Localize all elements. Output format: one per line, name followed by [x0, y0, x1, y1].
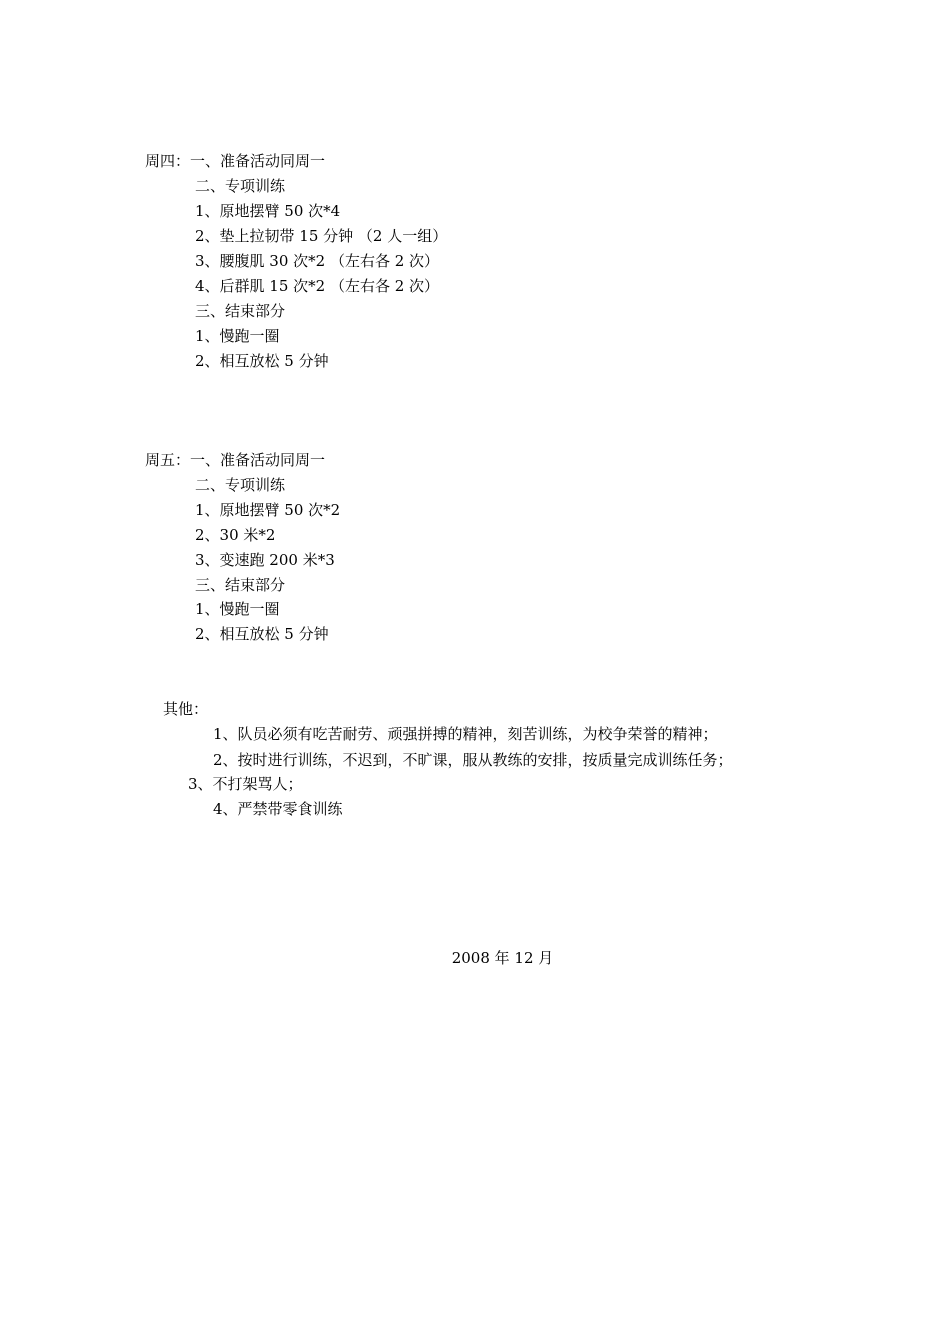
other-item-3: 3、不打架骂人； — [188, 775, 303, 793]
thursday-section-3: 三、结束部分 — [195, 302, 286, 320]
thursday-item-2: 2、垫上拉韧带 15 分钟 （2 人一组） — [195, 227, 448, 245]
other-item-1: 1、队员必须有吃苦耐劳、顽强拼搏的精神，刻苦训练，为校争荣誉的精神； — [213, 725, 718, 743]
friday-item-3: 3、变速跑 200 米*3 — [195, 551, 335, 569]
other-item-4: 4、严禁带零食训练 — [213, 800, 343, 818]
friday-section-2: 二、专项训练 — [195, 476, 286, 494]
friday-item-1: 1、原地摆臂 50 次*2 — [195, 501, 341, 519]
other-title: 其他： — [163, 700, 209, 718]
thursday-item-1: 1、原地摆臂 50 次*4 — [195, 202, 341, 220]
friday-heading: 周五：一、准备活动同周一 — [145, 451, 326, 469]
friday-end-item-1: 1、慢跑一圈 — [195, 600, 280, 618]
thursday-heading: 周四：一、准备活动同周一 — [145, 152, 326, 170]
document-date: 2008 年 12 月 — [451, 949, 554, 967]
thursday-item-4: 4、后群肌 15 次*2 （左右各 2 次） — [195, 277, 440, 295]
thursday-end-item-2: 2、相互放松 5 分钟 — [195, 352, 329, 370]
other-item-2: 2、按时进行训练，不迟到，不旷课，服从教练的安排，按质量完成训练任务； — [213, 751, 733, 769]
thursday-item-3: 3、腰腹肌 30 次*2 （左右各 2 次） — [195, 252, 440, 270]
thursday-end-item-1: 1、慢跑一圈 — [195, 327, 280, 345]
thursday-section-2: 二、专项训练 — [195, 177, 286, 195]
friday-item-2: 2、30 米*2 — [195, 526, 276, 544]
friday-section-3: 三、结束部分 — [195, 576, 286, 594]
friday-end-item-2: 2、相互放松 5 分钟 — [195, 625, 329, 643]
